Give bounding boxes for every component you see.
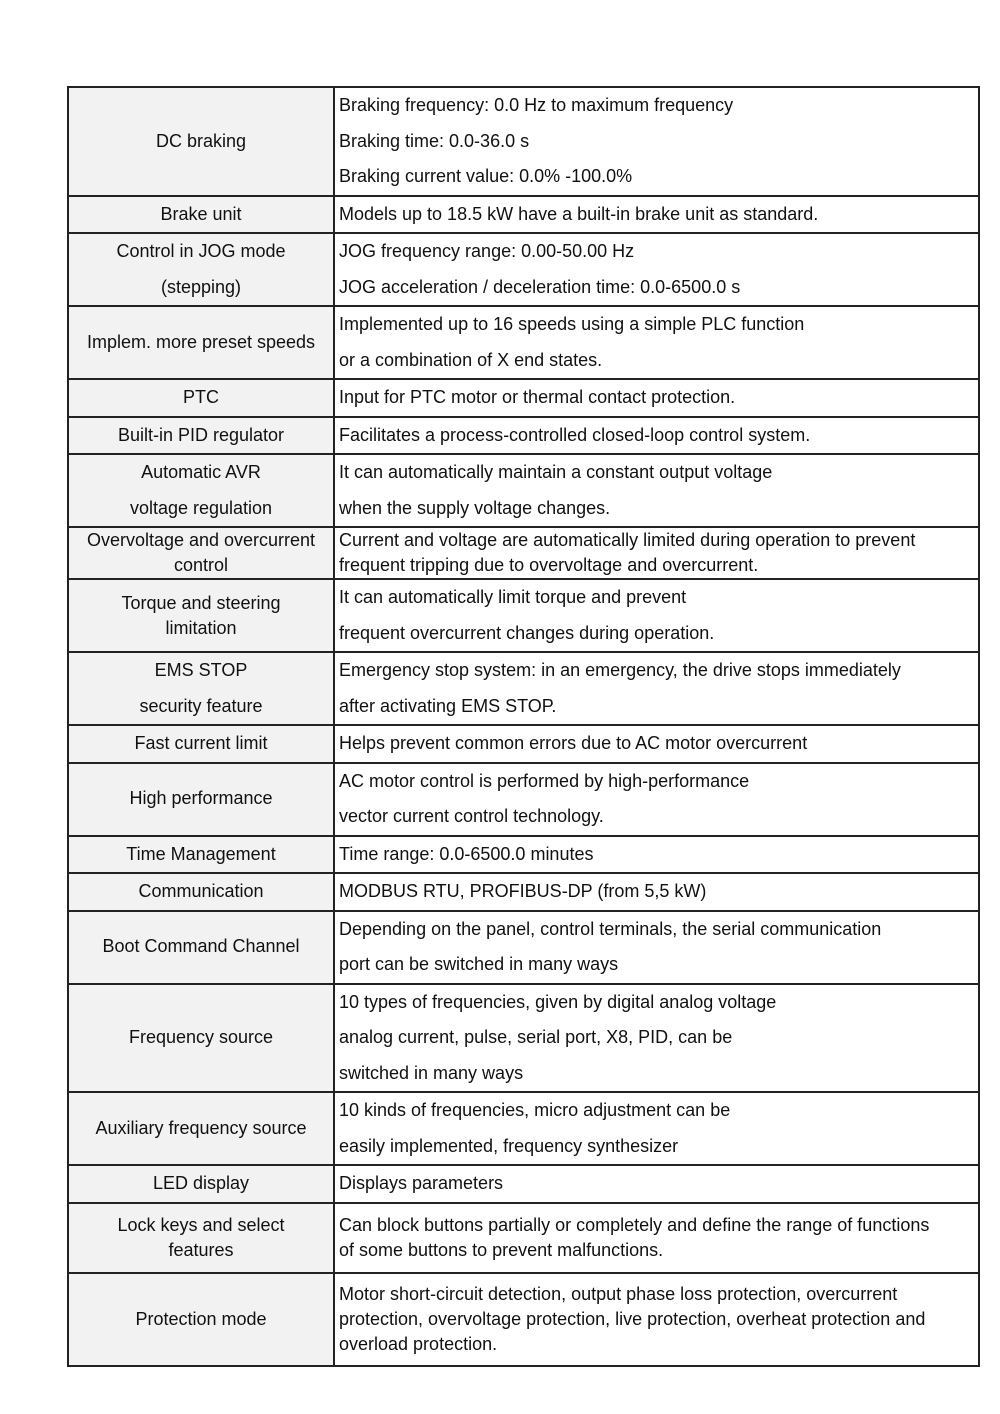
description-cell (334, 233, 979, 306)
spec-row (68, 836, 979, 874)
description-line: AC motor control is performed by high-performance (339, 770, 750, 791)
description-line: Facilitates a process-controlled closed-loop control system. (339, 424, 811, 445)
spec-row (68, 725, 979, 763)
description-line: 10 kinds of frequencies, micro adjustment can be (339, 1100, 731, 1120)
description-line: Current and voltage are automatically limited during operation to prevent (339, 530, 916, 550)
description-cell (334, 379, 979, 417)
feature-label-line: Automatic AVR (141, 462, 261, 482)
feature-label-line: security feature (139, 695, 263, 716)
feature-cell (68, 379, 334, 417)
feature-label-line: Boot Command Channel (102, 936, 300, 957)
feature-label-line: features (168, 1239, 234, 1260)
feature-label-line: Control in JOG mode (116, 241, 286, 261)
description-cell (334, 911, 979, 984)
spec-row (68, 1092, 979, 1165)
feature-cell (68, 196, 334, 234)
feature-cell (68, 652, 334, 725)
description-line: port can be switched in many ways (339, 954, 619, 974)
feature-label-line: LED display (152, 1173, 250, 1193)
description-line: 10 types of frequencies, given by digital analog voltage (339, 991, 777, 1012)
feature-cell (68, 763, 334, 836)
feature-cell (68, 984, 334, 1093)
description-line: Input for PTC motor or thermal contact protection. (339, 387, 736, 407)
spec-row (68, 579, 979, 652)
spec-row (68, 527, 979, 579)
description-line: frequent overcurrent changes during operation. (339, 622, 715, 643)
feature-label-line: High performance (129, 788, 273, 809)
feature-label-line: (stepping) (160, 276, 242, 297)
feature-label-line: Brake unit (160, 203, 242, 224)
spec-row (68, 873, 979, 911)
description-line: Braking current value: 0.0% -100.0% (339, 166, 633, 186)
description-cell (334, 1165, 979, 1203)
feature-cell (68, 87, 334, 196)
spec-row (68, 379, 979, 417)
description-cell (334, 454, 979, 527)
feature-cell (68, 306, 334, 379)
feature-cell (68, 725, 334, 763)
feature-label-line: Frequency source (128, 1027, 274, 1047)
description-cell (334, 1092, 979, 1165)
description-cell (334, 87, 979, 196)
feature-cell (68, 454, 334, 527)
description-line: of some buttons to prevent malfunctions. (339, 1239, 664, 1260)
description-cell (334, 873, 979, 911)
spec-table (67, 86, 980, 1367)
description-line: Emergency stop system: in an emergency, the drive stops immediately (339, 660, 901, 680)
spec-row (68, 1165, 979, 1203)
spec-row (68, 763, 979, 836)
description-line: Helps prevent common errors due to AC motor overcurrent (339, 733, 808, 753)
description-line: Depending on the panel, control terminals, the serial communication (339, 918, 882, 939)
description-cell (334, 527, 979, 579)
description-line: easily implemented, frequency synthesizer (339, 1135, 679, 1156)
feature-cell (68, 1273, 334, 1366)
feature-label-line: Torque and steering (121, 592, 281, 613)
description-line: analog current, pulse, serial port, X8, PID, can be (339, 1027, 733, 1047)
description-line: Time range: 0.0-6500.0 minutes (339, 843, 594, 864)
description-line: Braking frequency: 0.0 Hz to maximum frequency (339, 95, 734, 115)
spec-row (68, 984, 979, 1093)
description-line: Implemented up to 16 speeds using a simple PLC function (339, 314, 805, 334)
spec-row (68, 454, 979, 527)
feature-label-line: Lock keys and select (117, 1214, 285, 1235)
description-line: vector current control technology. (339, 806, 604, 826)
description-line: MODBUS RTU, PROFIBUS-DP (from 5,5 kW) (339, 881, 707, 901)
description-line: JOG frequency range: 0.00-50.00 Hz (339, 241, 635, 261)
feature-label-line: DC braking (155, 130, 247, 151)
description-line: switched in many ways (339, 1062, 524, 1083)
description-cell (334, 984, 979, 1093)
description-cell (334, 763, 979, 836)
description-cell (334, 579, 979, 652)
spec-row (68, 417, 979, 455)
feature-cell (68, 873, 334, 911)
description-cell (334, 417, 979, 455)
spec-row (68, 196, 979, 234)
description-line: Models up to 18.5 kW have a built-in brake unit as standard. (339, 203, 819, 224)
feature-label-line: Implem. more preset speeds (86, 331, 316, 352)
spec-row (68, 1273, 979, 1366)
feature-label-line: Communication (138, 881, 264, 901)
description-line: It can automatically limit torque and prevent (339, 587, 687, 607)
feature-label-line: Auxiliary frequency source (95, 1117, 307, 1138)
feature-label-line: Overvoltage and overcurrent (86, 530, 316, 550)
feature-label-line: PTC (183, 387, 219, 407)
feature-label-line: control (173, 555, 229, 575)
description-line: Can block buttons partially or completely and define the range of functions (339, 1214, 930, 1235)
feature-cell (68, 527, 334, 579)
description-line: Motor short-circuit detection, output phase loss protection, overcurrent (339, 1283, 898, 1304)
spec-row (68, 233, 979, 306)
description-cell (334, 725, 979, 763)
description-line: It can automatically maintain a constant output voltage (339, 462, 773, 482)
description-line: or a combination of X end states. (339, 349, 603, 370)
feature-cell (68, 1165, 334, 1203)
description-line: frequent tripping due to overvoltage and overcurrent. (339, 555, 759, 575)
description-cell (334, 196, 979, 234)
spec-row (68, 911, 979, 984)
spec-row (68, 306, 979, 379)
feature-cell (68, 1092, 334, 1165)
feature-cell (68, 417, 334, 455)
feature-label-line: Fast current limit (134, 733, 268, 753)
feature-label-line: Protection mode (135, 1308, 267, 1329)
description-cell (334, 836, 979, 874)
feature-cell (68, 836, 334, 874)
spec-row (68, 1203, 979, 1273)
feature-cell (68, 911, 334, 984)
feature-label-line: Time Management (126, 843, 276, 864)
spec-row (68, 652, 979, 725)
description-cell (334, 1273, 979, 1366)
description-line: Braking time: 0.0-36.0 s (339, 130, 530, 151)
feature-cell (68, 233, 334, 306)
description-line: JOG acceleration / deceleration time: 0.0-6500.0 s (339, 276, 741, 297)
spec-table-body (68, 87, 979, 1366)
feature-label-line: limitation (165, 617, 237, 638)
feature-cell (68, 1203, 334, 1273)
description-cell (334, 652, 979, 725)
description-line: when the supply voltage changes. (339, 497, 611, 518)
description-line: overload protection. (339, 1333, 498, 1354)
feature-label-line: EMS STOP (154, 660, 248, 680)
description-cell (334, 306, 979, 379)
description-cell (334, 1203, 979, 1273)
feature-label-line: Built-in PID regulator (117, 424, 285, 445)
description-line: protection, overvoltage protection, live protection, overheat protection and (339, 1308, 926, 1329)
description-line: after activating EMS STOP. (339, 695, 557, 716)
feature-label-line: voltage regulation (129, 497, 273, 518)
feature-cell (68, 579, 334, 652)
description-line: Displays parameters (339, 1173, 504, 1193)
spec-row (68, 87, 979, 196)
